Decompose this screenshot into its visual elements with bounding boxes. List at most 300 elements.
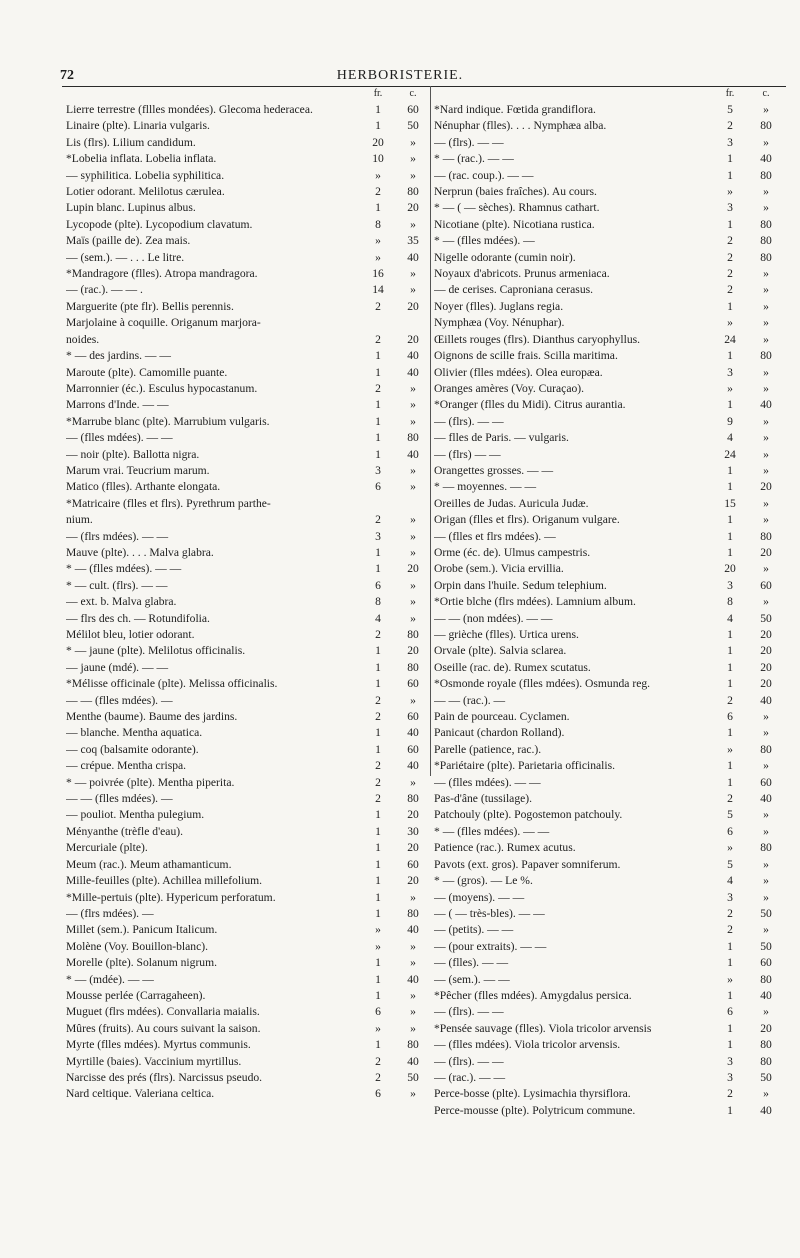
price-francs: 1	[727, 1038, 733, 1052]
left-entries	[66, 102, 427, 1103]
entry-name: Lycopode (plte). Lycopodium clavatum.	[66, 217, 253, 231]
price-francs: 24	[724, 447, 736, 461]
price-entry	[66, 611, 427, 627]
price-entry	[434, 972, 780, 988]
entry-name: *Mélisse officinale (plte). Melissa officinalis.	[66, 677, 278, 691]
price-centimes: 80	[407, 185, 419, 199]
price-francs: 1	[727, 168, 733, 182]
price-francs: 1	[375, 841, 381, 855]
entry-name: * — moyennes. — —	[434, 480, 537, 494]
price-francs: 1	[727, 775, 733, 789]
price-entry	[66, 594, 427, 610]
price-entry	[434, 348, 780, 364]
price-entry	[66, 1086, 427, 1102]
price-entry	[66, 118, 427, 134]
price-francs: »	[375, 923, 381, 937]
entry-name: *Pensée sauvage (flles). Viola tricolor arvensis	[434, 1021, 652, 1035]
price-francs: 6	[727, 710, 733, 724]
price-francs: »	[727, 841, 733, 855]
price-entry	[434, 906, 780, 922]
price-centimes	[399, 496, 427, 512]
price-centimes: 40	[760, 988, 772, 1002]
entry-name: Orvale (plte). Salvia sclarea.	[434, 644, 567, 658]
price-entry	[66, 102, 427, 118]
entry-name: Mille-feuilles (plte). Achillea millefolium.	[66, 874, 263, 888]
price-centimes: 40	[760, 693, 772, 707]
price-entry	[66, 250, 427, 266]
entry-name: — — (flles mdées). —	[66, 693, 173, 707]
entry-name: Menthe (baume). Baume des jardins.	[66, 710, 238, 724]
entry-name: * — cult. (flrs). — —	[66, 578, 168, 592]
price-centimes: »	[763, 808, 769, 822]
price-entry	[434, 693, 780, 709]
price-entry	[66, 447, 427, 463]
price-entry	[434, 463, 780, 479]
price-francs: 2	[727, 906, 733, 920]
price-entry	[434, 676, 780, 692]
price-francs: 1	[727, 529, 733, 543]
price-francs: 1	[727, 299, 733, 313]
price-centimes: »	[410, 578, 416, 592]
entry-name: — blanche. Mentha aquatica.	[66, 726, 203, 740]
price-centimes: 80	[760, 742, 772, 756]
price-centimes: »	[410, 529, 416, 543]
price-centimes: »	[763, 595, 769, 609]
price-centimes: 60	[760, 775, 772, 789]
price-francs: 20	[372, 135, 384, 149]
entry-name: Linaire (plte). Linaria vulgaris.	[66, 119, 210, 133]
centimes-header: c.	[762, 88, 770, 99]
price-francs: 24	[724, 332, 736, 346]
entry-name: — flles de Paris. — vulgaris.	[434, 431, 569, 445]
entry-name: noides.	[66, 332, 100, 346]
price-entry	[66, 332, 427, 348]
price-centimes: »	[763, 923, 769, 937]
price-entry	[66, 939, 427, 955]
price-francs: »	[375, 250, 381, 264]
price-francs: 1	[727, 545, 733, 559]
entry-name: — coq (balsamite odorante).	[66, 742, 199, 756]
entry-name: Oranges amères (Voy. Curaçao).	[434, 381, 585, 395]
price-entry	[434, 922, 780, 938]
entry-name: Nymphæa (Voy. Nénuphar).	[434, 316, 565, 330]
left-column-header	[66, 88, 427, 102]
column-divider	[430, 86, 431, 776]
entry-name: Muguet (flrs mdées). Convallaria maialis.	[66, 1005, 260, 1019]
price-entry	[66, 512, 427, 528]
price-entry	[66, 168, 427, 184]
price-francs: 1	[375, 857, 381, 871]
price-centimes: »	[410, 1021, 416, 1035]
price-centimes: 80	[760, 250, 772, 264]
price-centimes: »	[763, 332, 769, 346]
header-rule	[62, 86, 786, 87]
price-centimes: »	[763, 759, 769, 773]
entry-name: Œillets rouges (flrs). Dianthus caryophyllus.	[434, 332, 641, 346]
entry-name: — (flles mdées). — —	[434, 775, 541, 789]
price-entry	[434, 890, 780, 906]
price-francs: 1	[375, 431, 381, 445]
entry-name: Mélilot bleu, lotier odorant.	[66, 628, 195, 641]
price-centimes: 80	[760, 841, 772, 855]
price-entry	[434, 135, 780, 151]
price-francs: 2	[375, 513, 381, 527]
price-entry	[434, 496, 780, 512]
entry-name: *Ortie blche (flrs mdées). Lamnium album.	[434, 595, 636, 609]
entry-name: — ext. b. Malva glabra.	[66, 595, 177, 609]
price-centimes: 80	[760, 529, 772, 543]
entry-name: * — (flles mdées). —	[434, 234, 535, 248]
price-centimes: 20	[760, 677, 772, 691]
price-francs: 1	[727, 217, 733, 231]
price-francs: 8	[375, 217, 381, 231]
price-francs: 2	[727, 693, 733, 707]
price-centimes: 40	[407, 365, 419, 379]
price-francs: 2	[727, 267, 733, 281]
price-centimes: 20	[760, 628, 772, 641]
price-centimes: »	[410, 463, 416, 477]
price-centimes: 20	[407, 874, 419, 888]
price-francs: 1	[375, 545, 381, 559]
price-entry	[66, 807, 427, 823]
price-francs: 2	[375, 775, 381, 789]
price-francs: 3	[727, 1054, 733, 1068]
price-francs: 1	[375, 660, 381, 674]
price-entry	[434, 824, 780, 840]
entry-name: Lotier odorant. Melilotus cærulea.	[66, 185, 225, 199]
price-francs: 4	[727, 611, 733, 625]
price-entry	[66, 184, 427, 200]
page-number: 72	[60, 68, 74, 83]
price-entry	[66, 922, 427, 938]
price-entry	[434, 217, 780, 233]
price-francs: 1	[375, 365, 381, 379]
price-francs: 3	[727, 578, 733, 592]
price-entry	[434, 266, 780, 282]
price-centimes: 40	[407, 447, 419, 461]
price-francs: 4	[375, 611, 381, 625]
price-entry	[434, 594, 780, 610]
entry-name: Parelle (patience, rac.).	[434, 742, 542, 756]
entry-name: Panicaut (chardon Rolland).	[434, 726, 565, 740]
price-entry	[434, 578, 780, 594]
price-entry	[66, 578, 427, 594]
entry-name: Mauve (plte). . . . Malva glabra.	[66, 545, 214, 559]
price-entry	[66, 529, 427, 545]
price-centimes: »	[763, 824, 769, 838]
entry-name: — (flles). — —	[434, 956, 509, 970]
price-francs: 2	[375, 628, 381, 641]
price-centimes: 35	[407, 234, 419, 248]
price-francs: 1	[727, 759, 733, 773]
entry-name: — (flrs). — —	[434, 135, 504, 149]
price-entry	[434, 365, 780, 381]
price-entry	[434, 873, 780, 889]
price-francs: 2	[375, 1070, 381, 1084]
price-centimes: »	[763, 381, 769, 395]
price-francs	[357, 496, 399, 512]
price-francs: 1	[375, 890, 381, 904]
price-entry	[66, 266, 427, 282]
entry-name: Molène (Voy. Bouillon-blanc).	[66, 939, 208, 953]
price-entry	[434, 561, 780, 577]
price-entry	[66, 135, 427, 151]
price-francs: »	[727, 316, 733, 330]
price-centimes: »	[410, 693, 416, 707]
entry-name: * — (gros). — Le %.	[434, 874, 533, 888]
price-centimes: »	[410, 1087, 416, 1101]
price-entry	[434, 184, 780, 200]
right-entries	[434, 102, 780, 1119]
price-entry	[434, 315, 780, 331]
price-francs: 1	[727, 956, 733, 970]
price-centimes: 60	[760, 956, 772, 970]
price-francs: 9	[727, 414, 733, 428]
price-centimes: »	[763, 299, 769, 313]
price-francs: 2	[375, 693, 381, 707]
price-centimes: 60	[407, 677, 419, 691]
entry-name: — ( — très-bles). — —	[434, 906, 545, 920]
price-francs: 1	[375, 119, 381, 133]
entry-name: Nicotiane (plte). Nicotiana rustica.	[434, 217, 595, 231]
price-francs: 1	[727, 463, 733, 477]
price-francs: 1	[375, 677, 381, 691]
price-entry	[434, 512, 780, 528]
price-centimes: 40	[407, 923, 419, 937]
price-entry	[66, 365, 427, 381]
price-centimes: »	[410, 480, 416, 494]
entry-name: Noyer (flles). Juglans regia.	[434, 299, 564, 313]
entry-name: — (flrs mdées). — —	[66, 529, 169, 543]
price-francs: 1	[375, 742, 381, 756]
entry-name: — (rac.). — —	[434, 1070, 506, 1084]
entry-name: Pas-d'âne (tussilage).	[434, 792, 533, 806]
price-francs: 2	[375, 792, 381, 806]
price-centimes: 50	[760, 1070, 772, 1084]
price-entry	[66, 217, 427, 233]
price-centimes: 80	[760, 168, 772, 182]
price-centimes: »	[763, 890, 769, 904]
price-centimes: »	[410, 135, 416, 149]
price-entry	[434, 447, 780, 463]
price-francs: 2	[375, 381, 381, 395]
entry-name: Orobe (sem.). Vicia ervillia.	[434, 562, 564, 576]
price-francs: 6	[375, 480, 381, 494]
price-centimes: 80	[407, 431, 419, 445]
price-entry	[66, 233, 427, 249]
price-entry	[434, 1070, 780, 1086]
price-francs: 6	[727, 824, 733, 838]
price-centimes: 20	[407, 332, 419, 346]
price-centimes: »	[410, 168, 416, 182]
price-francs: 1	[727, 677, 733, 691]
price-francs: 1	[375, 874, 381, 888]
price-francs: 1	[375, 956, 381, 970]
price-entry	[66, 972, 427, 988]
price-entry	[434, 939, 780, 955]
price-francs: 5	[727, 808, 733, 822]
entry-name: Marrons d'Inde. — —	[66, 398, 169, 412]
price-francs: 1	[727, 660, 733, 674]
entry-name: Patience (rac.). Rumex acutus.	[434, 841, 576, 855]
price-centimes: »	[763, 283, 769, 297]
entry-name: Narcisse des prés (flrs). Narcissus pseudo.	[66, 1070, 263, 1084]
entry-name: — (moyens). — —	[434, 890, 525, 904]
entry-name: Nerprun (baies fraîches). Au cours.	[434, 185, 597, 199]
price-centimes: 40	[407, 349, 419, 363]
price-francs: 1	[375, 201, 381, 215]
price-entry	[434, 200, 780, 216]
price-centimes: »	[410, 414, 416, 428]
francs-header: fr.	[725, 88, 735, 99]
price-francs: 1	[727, 939, 733, 953]
price-centimes: »	[410, 611, 416, 625]
entry-name: — pouliot. Mentha pulegium.	[66, 808, 205, 822]
price-entry	[66, 890, 427, 906]
entry-name: — (pour extraits). — —	[434, 939, 547, 953]
entry-name: *Lobelia inflata. Lobelia inflata.	[66, 152, 217, 166]
price-entry	[66, 151, 427, 167]
price-centimes: »	[763, 874, 769, 888]
price-entry	[66, 1070, 427, 1086]
price-entry	[66, 561, 427, 577]
entry-name: Lierre terrestre (fllles mondées). Glecoma hederacea.	[66, 103, 313, 116]
price-centimes: 80	[407, 1038, 419, 1052]
price-centimes: 20	[760, 545, 772, 559]
entry-name: Pavots (ext. gros). Papaver somniferum.	[434, 857, 621, 871]
price-centimes: 80	[407, 792, 419, 806]
price-entry	[434, 1054, 780, 1070]
price-francs: 1	[727, 644, 733, 658]
entry-name: * — poivrée (plte). Mentha piperita.	[66, 775, 235, 789]
price-centimes: 20	[407, 201, 419, 215]
entry-name: — (petits). — —	[434, 923, 514, 937]
price-francs: 3	[727, 201, 733, 215]
entry-name: Maroute (plte). Camomille puante.	[66, 365, 228, 379]
price-francs: 1	[375, 414, 381, 428]
price-centimes: »	[410, 267, 416, 281]
price-entry	[66, 824, 427, 840]
price-entry	[66, 840, 427, 856]
price-entry	[66, 775, 427, 791]
price-entry	[66, 906, 427, 922]
price-francs: 1	[375, 988, 381, 1002]
price-centimes: 50	[407, 119, 419, 133]
price-francs: 1	[375, 808, 381, 822]
price-centimes: 60	[407, 103, 419, 116]
price-entry	[66, 1004, 427, 1020]
price-francs: 1	[727, 398, 733, 412]
price-entry	[66, 1021, 427, 1037]
right-column	[434, 88, 780, 1119]
price-entry	[434, 758, 780, 774]
price-centimes: »	[763, 496, 769, 510]
price-centimes: »	[763, 726, 769, 740]
price-francs: 2	[727, 792, 733, 806]
price-centimes: 20	[760, 660, 772, 674]
price-centimes: 80	[407, 628, 419, 641]
price-francs: 6	[375, 1005, 381, 1019]
price-entry	[66, 397, 427, 413]
entry-name: Orpin dans l'huile. Sedum telephium.	[434, 578, 607, 592]
price-entry	[434, 430, 780, 446]
entry-name: * — (flles mdées). — —	[434, 824, 550, 838]
price-centimes: »	[763, 1005, 769, 1019]
price-centimes: »	[763, 414, 769, 428]
entry-name: Orme (éc. de). Ulmus campestris.	[434, 545, 591, 559]
price-francs: 3	[375, 529, 381, 543]
entry-name: Marum vrai. Teucrium marum.	[66, 463, 210, 477]
price-francs: 1	[727, 480, 733, 494]
entry-name: — (sem.). — . . . Le litre.	[66, 250, 185, 264]
entry-name: — (flrs mdées). —	[66, 906, 154, 920]
price-centimes: 40	[760, 398, 772, 412]
price-entry	[66, 430, 427, 446]
entry-name: Orangettes grosses. — —	[434, 463, 554, 477]
price-entry	[66, 627, 427, 643]
entry-name: Origan (flles et flrs). Origanum vulgare.	[434, 513, 620, 527]
entry-name: *Oranger (flles du Midi). Citrus aurantia.	[434, 398, 626, 412]
price-centimes: 40	[407, 726, 419, 740]
price-entry	[434, 660, 780, 676]
price-centimes: »	[410, 513, 416, 527]
price-centimes: 20	[407, 644, 419, 658]
entry-name: — de cerises. Caproniana cerasus.	[434, 283, 594, 297]
price-centimes: »	[410, 381, 416, 395]
price-entry	[66, 725, 427, 741]
price-entry	[434, 529, 780, 545]
price-francs: 1	[375, 824, 381, 838]
price-francs: 1	[375, 972, 381, 986]
price-entry	[66, 414, 427, 430]
entry-name: Oignons de scille frais. Scilla maritima.	[434, 349, 618, 363]
price-centimes: »	[763, 710, 769, 724]
entry-name: — — (flles mdées). —	[66, 792, 173, 806]
entry-name: Morelle (plte). Solanum nigrum.	[66, 956, 218, 970]
entry-name: — (flles mdées). — —	[66, 431, 173, 445]
entry-name: Oreilles de Judas. Auricula Judæ.	[434, 496, 589, 510]
entry-name: — (flrs). — —	[434, 1054, 504, 1068]
price-francs: 2	[375, 332, 381, 346]
price-centimes: »	[410, 152, 416, 166]
price-centimes: 60	[407, 857, 419, 871]
entry-name: * — ( — sèches). Rhamnus cathart.	[434, 201, 600, 215]
price-francs: 1	[375, 726, 381, 740]
price-centimes: »	[410, 217, 416, 231]
price-centimes: 40	[760, 152, 772, 166]
price-centimes: 40	[407, 1054, 419, 1068]
price-francs: 5	[727, 103, 733, 116]
price-entry	[434, 988, 780, 1004]
price-entry	[434, 299, 780, 315]
entry-name: * — (flles mdées). — —	[66, 562, 182, 576]
price-centimes: »	[410, 545, 416, 559]
price-francs: 8	[727, 595, 733, 609]
price-centimes: »	[410, 890, 416, 904]
price-francs: »	[375, 234, 381, 248]
price-francs: 3	[727, 365, 733, 379]
price-francs: 2	[375, 299, 381, 313]
price-francs: 1	[727, 349, 733, 363]
price-centimes: 20	[407, 299, 419, 313]
price-francs: 2	[727, 250, 733, 264]
price-entry	[434, 1086, 780, 1102]
price-francs: 2	[727, 119, 733, 133]
price-centimes: 50	[760, 611, 772, 625]
price-entry	[434, 397, 780, 413]
price-francs: 10	[372, 152, 384, 166]
price-francs: »	[375, 939, 381, 953]
